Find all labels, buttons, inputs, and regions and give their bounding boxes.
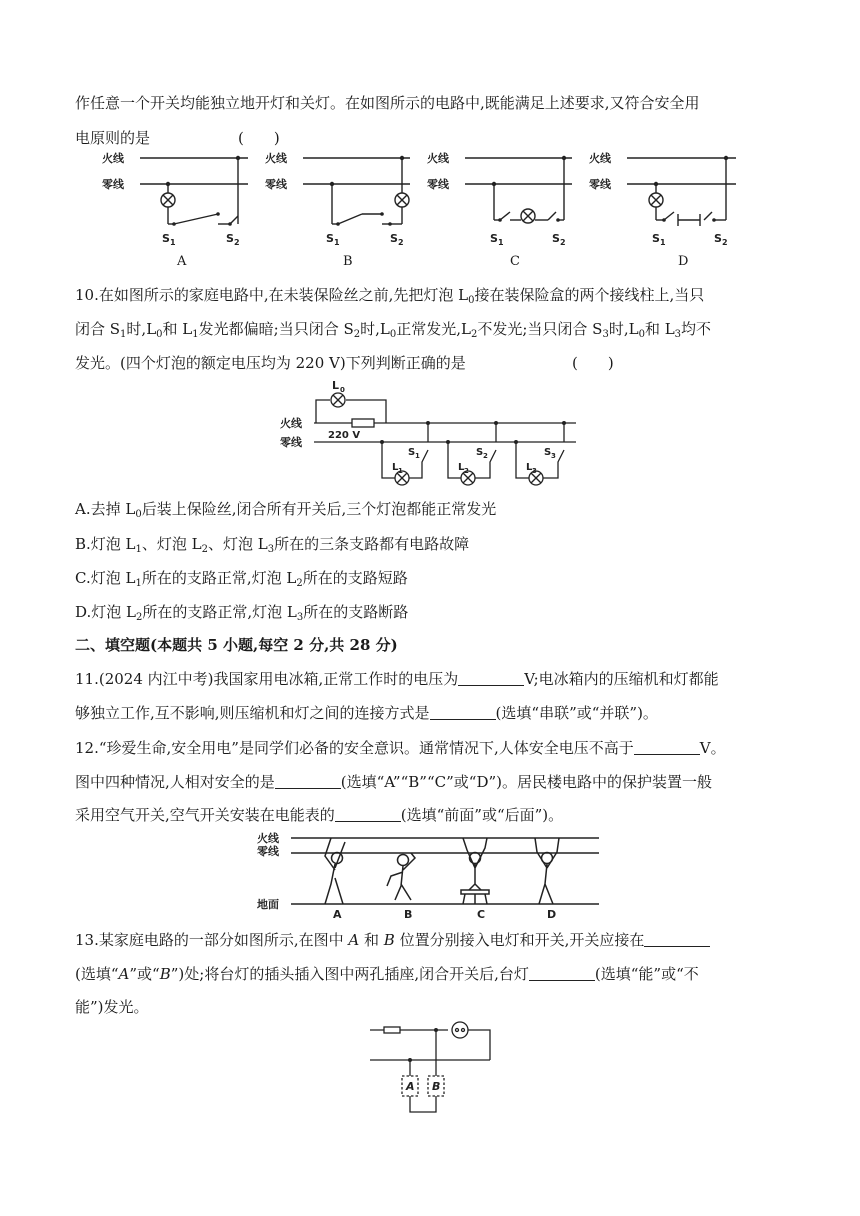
q10-line2: 闭合 $S_1$时$,L_0$和 $L_1$发光都偏暗;当只闭合 $S_2$时$,L_0$正常发光$,L_2$不发光;当只闭合 $S_3$时$,L_0$和 $L_3$均不	[75, 320, 712, 340]
q12-line3: 采用空气开关,空气开关安装在电能表的 (选填“前面”或“后面”)。	[75, 806, 564, 824]
svg-text:2: 2	[483, 452, 488, 460]
q9-b-s1-sub: 1	[334, 238, 340, 247]
q12-live-label: 火线	[257, 832, 279, 845]
q12-line1: 12.“珍爱生命,安全用电”是同学们必备的安全意识。通常情况下,人体安全电压不高于 V。	[75, 739, 726, 757]
q12-blank-1[interactable]	[634, 738, 700, 755]
q12-blank-2[interactable]	[275, 772, 341, 789]
q9-a-s1: S	[162, 232, 170, 245]
q13-line1: 13.某家庭电路的一部分如图所示,在图中 A 和 B 位置分别接入电灯和开关,开关应接在	[75, 929, 795, 951]
q9-b-s2: S	[390, 232, 398, 245]
q10-option-a: A.去掉 $L_0$后装上保险丝,闭合所有开关后,三个灯泡都能正常发光	[75, 500, 497, 520]
q9-c-live-label: 火线	[427, 152, 449, 165]
q13-line2: (选填“A”或“B”)处;将台灯的插头插入图中两孔插座,闭合开关后,台灯 (选填“能”或“不	[75, 965, 699, 983]
q11-blank-2[interactable]	[430, 703, 496, 720]
q10-option-c: C.灯泡 $L_1$所在的支路正常,灯泡 $L_2$所在的支路短路	[75, 569, 408, 589]
q9-option-d: D	[678, 254, 689, 269]
q10-answer-paren: ( )	[572, 354, 614, 372]
q11-blank-1[interactable]	[458, 669, 524, 686]
q12-option-b: B	[404, 908, 413, 920]
q13-circuit-diagram	[368, 1018, 498, 1118]
q12-option-c: C	[477, 908, 486, 920]
q12-line2: 图中四种情况,人相对安全的是 (选填“A”“B”“C”或“D”)。居民楼电路中的保护装置一般	[75, 773, 712, 791]
svg-text:1: 1	[415, 452, 420, 460]
q13-line3: 能”)发光。	[75, 998, 149, 1016]
q9-d-s1-sub: 1	[660, 238, 666, 247]
q9-d-neutral-label: 零线	[589, 178, 611, 191]
q9-b-neutral-label: 零线	[265, 178, 287, 191]
q9-d-s1: S	[652, 232, 660, 245]
q10-l2-label: L	[458, 462, 465, 473]
q12-ground-label: 地面	[257, 898, 279, 911]
q10-s2-label: S	[476, 447, 484, 458]
q9-b-live-label: 火线	[265, 152, 287, 165]
q12-option-d: D	[547, 908, 557, 920]
q12-blank-3[interactable]	[335, 805, 401, 822]
svg-text:3: 3	[551, 452, 556, 460]
q10-option-b: B.灯泡 $L_1$、灯泡 $L_2$、灯泡 $L_3$所在的三条支路都有电路故障	[75, 535, 470, 555]
q10-line1: 10.在如图所示的家庭电路中,在未装保险丝之前,先把灯泡 $L_0$接在装保险盒的两个接线柱上,当只	[75, 286, 705, 306]
svg-text:1: 1	[398, 467, 403, 475]
q9-b-s2-sub: 2	[398, 238, 404, 247]
q13-b-label: B	[432, 1080, 441, 1093]
q12-neutral-label: 零线	[257, 845, 279, 858]
q10-option-d: D.灯泡 $L_2$所在的支路正常,灯泡 $L_3$所在的支路断路	[75, 603, 409, 623]
q10-l3-label: L	[526, 462, 533, 473]
svg-text:0: 0	[340, 386, 345, 394]
q10-s1-label: S	[408, 447, 416, 458]
q9-a-s2-sub: 2	[234, 238, 240, 247]
q9-line2	[75, 127, 795, 149]
q9-option-b: B	[343, 254, 353, 269]
q10-s3-label: S	[544, 447, 552, 458]
q10-live-label: 火线	[280, 417, 302, 430]
q10-l1-label: L	[392, 462, 399, 473]
q10-voltage-label: 220 V	[328, 430, 361, 441]
q9-d-s2: S	[714, 232, 722, 245]
q12-option-a: A	[333, 908, 342, 920]
q9-c-s2: S	[552, 232, 560, 245]
q9-a-s2: S	[226, 232, 234, 245]
q10-neutral-label: 零线	[280, 436, 302, 449]
q13-a-label: A	[406, 1080, 415, 1093]
q9-d-s2-sub: 2	[722, 238, 728, 247]
q9-a-neutral-label: 零线	[102, 178, 124, 191]
q9-option-c: C	[510, 254, 520, 269]
q9-a-live-label: 火线	[102, 152, 124, 165]
q9-a-s1-sub: 1	[170, 238, 176, 247]
svg-text:2: 2	[464, 467, 469, 475]
section-2-heading: 二、填空题(本题共 5 小题,每空 2 分,共 28 分)	[75, 636, 398, 654]
q13-blank-2[interactable]	[529, 964, 595, 981]
q11-line2: 够独立工作,互不影响,则压缩机和灯之间的连接方式是 (选填“串联”或“并联”)。	[75, 704, 658, 722]
q9-c-s1-sub: 1	[498, 238, 504, 247]
q9-circuit-diagrams	[100, 148, 760, 270]
q10-line3: 发光。(四个灯泡的额定电压均为 220 V)下列判断正确的是 ( )	[75, 354, 614, 372]
q9-c-s1: S	[490, 232, 498, 245]
q9-line1: 作任意一个开关均能独立地开灯和关灯。在如图所示的电路中,既能满足上述要求,又符合安全用	[75, 94, 700, 112]
q9-c-s2-sub: 2	[560, 238, 566, 247]
q9-option-a: A	[177, 254, 187, 269]
q11-line1: 11.(2024 内江中考)我国家用电冰箱,正常工作时的电压为 V;电冰箱内的压缩机和灯都能	[75, 670, 719, 688]
q9-line2-text: 电原则的是	[75, 129, 151, 147]
q9-answer-paren: ( )	[238, 129, 280, 147]
q9-c-neutral-label: 零线	[427, 178, 449, 191]
q12-safety-diagram	[255, 828, 605, 920]
q9-b-s1: S	[326, 232, 334, 245]
q10-l0-label: L	[332, 379, 340, 392]
q13-blank-1[interactable]	[644, 930, 710, 947]
svg-text:3: 3	[532, 467, 537, 475]
q10-circuit-diagram	[278, 378, 582, 490]
q9-d-live-label: 火线	[589, 152, 611, 165]
